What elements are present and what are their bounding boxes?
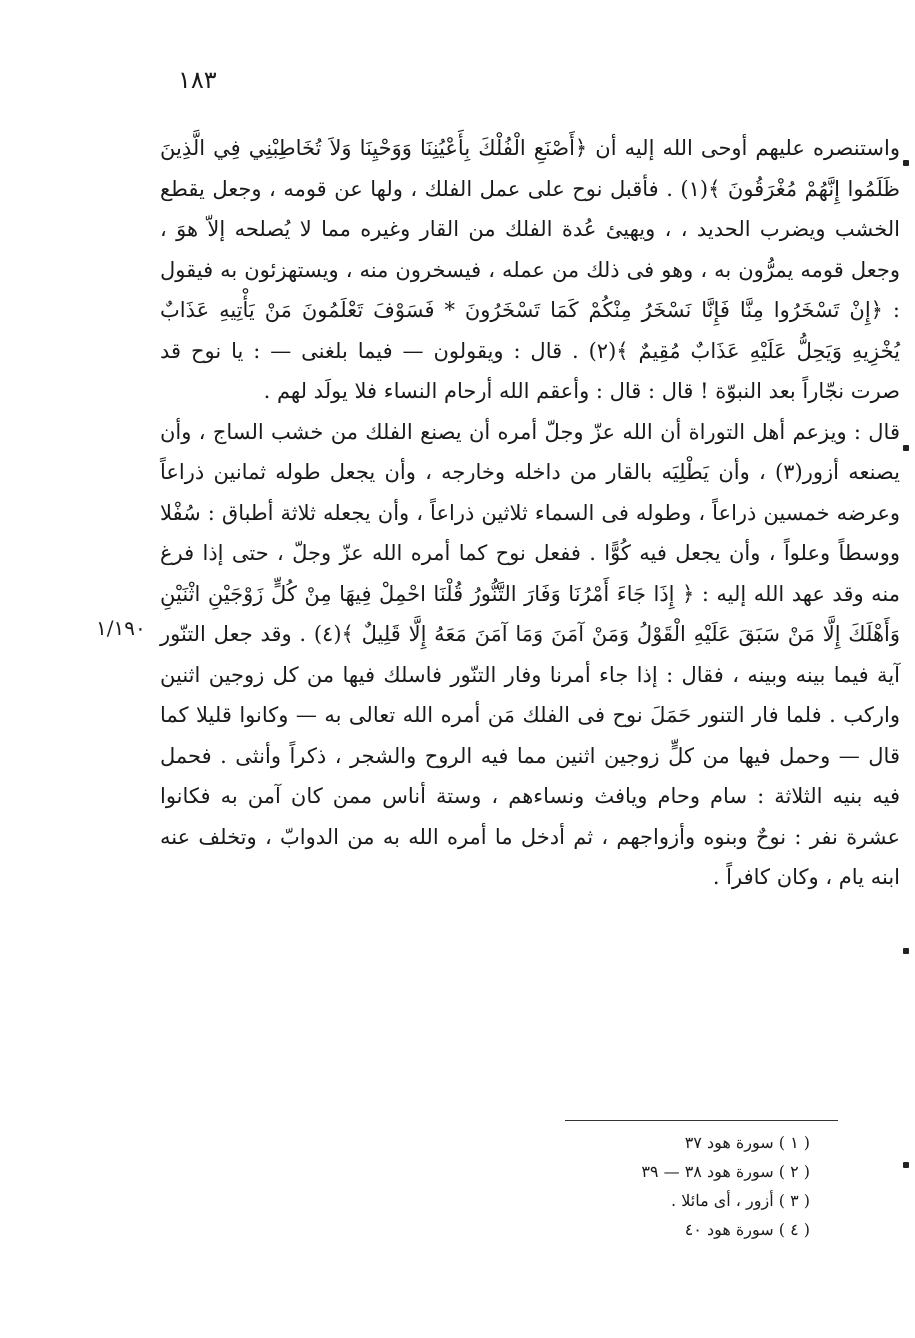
margin-mark — [903, 948, 909, 954]
footnote-2: ( ٢ ) سورة هود ٣٨ — ٣٩ — [641, 1162, 810, 1181]
paragraph-1: واستنصره عليهم أوحى الله إليه أن ﴿أَصْنَعِ الْفُلْكَ بِأَعْيُنِنَا وَوَحْيِنَا وَلاَ تُخَاطِبْنِي فِي الَّذِينَ ظَلَمُوا إِنَّهُمْ مُغْرَقُونَ ﴾(١) . فأقبل نوح على عمل الفلك ، ولها عن قومه ، وجعل يقطع الخشب ويضرب الحديد ، ، ويهيئ عُدة الفلك من القار وغيره مما لا يُصلحه إلاّ هوَ ، وجعل قومه يمرُّون به ، وهو فى ذلك من عمله ، فيسخرون منه ، ويستهزئون به فيقول : ﴿إِنْ تَسْخَرُوا مِنَّا فَإِنَّا نَسْخَرُ مِنْكُمْ كَمَا تَسْخَرُونَ * فَسَوْفَ تَعْلَمُونَ مَنْ يَأْتِيهِ عَذَابٌ يُخْزِيهِ وَيَحِلُّ عَلَيْهِ عَذَابٌ مُقِيمٌ ﴾(٢) . قال : ويقولون — فيما بلغنى — : يا نوح قد صرت نجّاراً بعد النبوّة ! قال : قال : وأعقم الله أرحام النساء فلا يولَد لهم . — [160, 136, 901, 403]
paragraph-2: قال : ويزعم أهل التوراة أن الله عزّ وجلّ أمره أن يصنع الفلك من خشب الساج ، وأن يصنعه أزور(٣) ، وأن يَطْلِيَه بالقار من داخله وخارجه ، وأن يجعل طوله ثمانين ذراعاً وعرضه خمسين ذراعاً ، وطوله فى السماء ثلاثين ذراعاً ، وأن يجعله ثلاثة أطباق : سُفْلا ووسطاً وعلواً ، وأن يجعل فيه كُوًّا . ففعل نوح كما أمره الله عزّ وجلّ ، حتى إذا فرغ منه وقد عهد الله إليه : ﴿ إِذَا جَاءَ أَمْرُنَا وَفَارَ التَّنُّورُ قُلْنَا احْمِلْ فِيهَا مِنْ كُلٍّ زَوْجَيْنِ اثْنَيْنِ وَأَهْلَكَ إِلَّا مَنْ سَبَقَ عَلَيْهِ الْقَوْلُ وَمَنْ آمَنَ وَمَا آمَنَ مَعَهُ إِلَّا قَلِيلٌ ﴾(٤) . وقد جعل التنّور آية فيما بينه وبينه ، فقال : إذا جاء أمرنا وفار التنّور فاسلك فيها من كل زوجين اثنين واركب . فلما فار التنور حَمَلَ نوح فى الفلك مَن أمره الله تعالى به — وكانوا قليلا كما قال — وحمل فيها من كلٍّ زوجين اثنين مما فيه الروح والشجر ، ذكراً وأنثى . فحمل فيه بنيه الثلاثة : سام وحام ويافث ونساءهم ، وستة أناس ممن كان آمن به فكانوا عشرة نفر : نوحٌ وبنوه وأزواجهم ، ثم أدخل ما أمره الله به من الدوابّ ، وتخلف عنه ابنه يام ، وكان كافراً . — [160, 419, 900, 889]
body-text — [160, 128, 900, 898]
footnote-4: ( ٤ ) سورة هود ٤٠ — [684, 1220, 810, 1239]
footnote-3: ( ٣ ) أزور ، أى مائلا . — [671, 1191, 810, 1210]
margin-mark — [903, 1162, 909, 1168]
margin-mark — [903, 160, 909, 166]
footnote-divider — [565, 1120, 838, 1121]
footnotes — [460, 1128, 810, 1244]
margin-reference: ١/١٩٠ — [96, 616, 146, 640]
margin-mark — [903, 445, 909, 451]
footnote-1: ( ١ ) سورة هود ٣٧ — [684, 1133, 810, 1152]
page-number: ١٨٣ — [178, 66, 217, 94]
